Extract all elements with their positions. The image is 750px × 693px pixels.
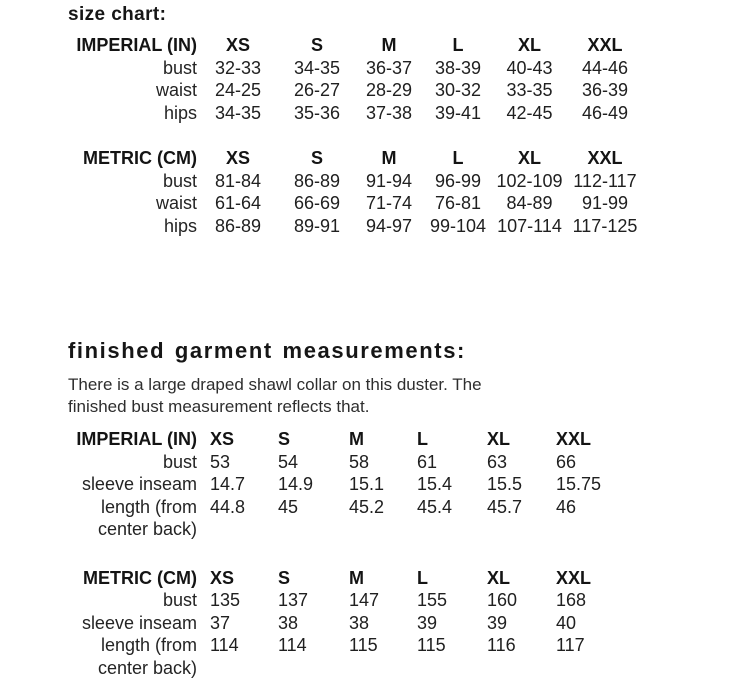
size-header-m: M <box>349 429 364 449</box>
measurement-cell: 112-117 <box>573 170 637 191</box>
table-header-row <box>68 147 750 170</box>
measurement-cell: 61 <box>417 451 438 472</box>
unit-label: IMPERIAL (IN) <box>76 35 197 55</box>
measurement-cell: 114 <box>278 635 307 655</box>
table-header-row <box>68 34 750 57</box>
measurement-cell: 76-81 <box>434 193 482 213</box>
table-row-hips <box>68 215 750 238</box>
finished-measurements-note: There is a large draped shawl collar on this duster. The finished bust measurement reflects that. <box>68 375 482 416</box>
measurement-cell: 39-41 <box>434 102 482 123</box>
measurement-cell: 38 <box>349 612 370 633</box>
finished-metric-table <box>68 567 750 680</box>
table-row-waist <box>68 192 750 215</box>
table-row-length-center-back <box>68 496 750 541</box>
size-header-xxl: XXL <box>556 567 592 588</box>
measurement-cell: 117 <box>556 635 585 655</box>
size-header-xxl: XXL <box>587 148 623 168</box>
measurement-cell: 81-84 <box>214 170 262 191</box>
measurement-cell: 30-32 <box>434 80 482 100</box>
row-label: waist <box>155 80 197 100</box>
size-header-l: L <box>417 429 428 449</box>
size-header-xxl: XXL <box>556 429 592 449</box>
measurement-cell: 45.4 <box>417 496 453 517</box>
measurement-cell: 115 <box>417 635 446 655</box>
measurement-cell: 26-27 <box>293 80 341 100</box>
measurement-cell: 137 <box>278 590 309 610</box>
size-header-l: L <box>452 35 464 55</box>
size-header-xxl: XXL <box>587 35 623 55</box>
measurement-cell: 28-29 <box>365 80 413 100</box>
measurement-cell: 107-114 <box>497 215 562 236</box>
measurement-cell: 39 <box>417 612 438 633</box>
row-label: sleeve inseam <box>81 474 197 494</box>
row-label: bust <box>162 57 197 78</box>
measurement-cell: 147 <box>349 590 380 610</box>
row-label: length (from center back) <box>97 496 197 539</box>
measurement-cell: 46 <box>556 496 577 517</box>
measurement-cell: 71-74 <box>365 193 413 213</box>
measurement-cell: 15.1 <box>349 474 385 494</box>
size-header-s: S <box>278 567 291 588</box>
measurement-cell: 44-46 <box>581 57 629 78</box>
measurement-cell: 35-36 <box>293 102 341 123</box>
measurement-cell: 135 <box>210 590 241 610</box>
unit-label: METRIC (CM) <box>83 148 197 168</box>
measurement-cell: 14.7 <box>210 474 246 494</box>
unit-label: IMPERIAL (IN) <box>76 429 197 449</box>
measurement-cell: 38-39 <box>434 57 482 78</box>
row-label: waist <box>155 193 197 213</box>
measurement-cell: 37-38 <box>365 102 413 123</box>
measurement-cell: 96-99 <box>434 170 482 191</box>
size-header-l: L <box>452 148 464 168</box>
measurement-cell: 155 <box>417 590 448 610</box>
measurement-cell: 63 <box>487 451 508 472</box>
measurement-cell: 117-125 <box>572 215 638 236</box>
table-row-waist <box>68 79 750 102</box>
measurement-cell: 45 <box>278 496 299 517</box>
measurement-cell: 39 <box>487 612 508 633</box>
size-header-xl: XL <box>487 429 511 449</box>
measurement-cell: 36-37 <box>365 57 413 78</box>
size-header-m: M <box>381 35 397 55</box>
measurement-cell: 38 <box>278 612 299 633</box>
table-row-sleeve-inseam <box>68 612 750 635</box>
size-chart-imperial-table <box>68 34 750 124</box>
measurement-cell: 116 <box>487 635 516 655</box>
measurement-cell: 34-35 <box>293 57 341 78</box>
measurement-cell: 37 <box>210 612 231 633</box>
table-row-length-center-back <box>68 634 750 679</box>
measurement-cell: 46-49 <box>581 102 629 123</box>
size-chart-metric-table <box>68 147 750 237</box>
measurement-cell: 168 <box>556 590 587 610</box>
measurement-cell: 86-89 <box>293 170 341 191</box>
measurement-cell: 15.4 <box>417 474 453 494</box>
measurement-cell: 102-109 <box>496 170 563 191</box>
measurement-cell: 45.2 <box>349 496 385 517</box>
measurement-cell: 66-69 <box>293 193 341 213</box>
row-label: bust <box>162 590 197 610</box>
row-label: bust <box>162 451 197 472</box>
size-header-xs: XS <box>210 567 235 588</box>
size-header-xs: XS <box>210 429 235 449</box>
measurement-cell: 66 <box>556 451 577 472</box>
measurement-cell: 34-35 <box>214 102 262 123</box>
table-row-sleeve-inseam <box>68 473 750 496</box>
size-header-xs: XS <box>225 148 250 168</box>
measurement-cell: 40 <box>556 612 577 633</box>
row-label: sleeve inseam <box>81 612 197 633</box>
table-header-row <box>68 567 750 590</box>
size-header-m: M <box>349 567 364 588</box>
measurement-cell: 94-97 <box>365 215 413 236</box>
unit-label: METRIC (CM) <box>83 567 197 588</box>
measurement-cell: 15.5 <box>487 474 523 494</box>
table-row-bust <box>68 589 750 612</box>
size-header-s: S <box>278 429 291 449</box>
measurement-cell: 40-43 <box>506 57 553 78</box>
measurement-cell: 14.9 <box>278 474 314 494</box>
measurement-cell: 53 <box>210 451 231 472</box>
measurement-cell: 15.75 <box>556 474 602 494</box>
measurement-cell: 58 <box>349 451 370 472</box>
table-row-bust <box>68 170 750 193</box>
row-label: hips <box>163 102 197 123</box>
size-header-s: S <box>310 35 323 55</box>
row-label: hips <box>163 215 197 236</box>
size-header-xl: XL <box>517 148 541 168</box>
finished-imperial-table <box>68 428 750 541</box>
table-header-row <box>68 428 750 451</box>
finished-measurements-heading: finished garment measurements: <box>68 338 466 363</box>
measurement-cell: 160 <box>487 590 518 610</box>
measurement-cell: 91-94 <box>365 170 413 191</box>
measurement-cell: 89-91 <box>293 215 341 236</box>
size-header-xs: XS <box>225 35 250 55</box>
size-header-xl: XL <box>487 567 511 588</box>
measurement-cell: 45.7 <box>487 496 523 517</box>
measurement-cell: 24-25 <box>214 80 262 100</box>
measurement-cell: 115 <box>349 635 378 655</box>
size-header-l: L <box>417 567 428 588</box>
measurement-cell: 44.8 <box>210 496 246 517</box>
measurement-cell: 99-104 <box>429 215 487 236</box>
measurement-cell: 42-45 <box>506 102 553 123</box>
measurement-cell: 86-89 <box>214 215 262 236</box>
measurement-cell: 32-33 <box>214 57 262 78</box>
row-label: length (from center back) <box>97 635 197 678</box>
size-header-m: M <box>381 148 397 168</box>
measurement-cell: 84-89 <box>506 193 553 213</box>
row-label: bust <box>162 170 197 191</box>
measurement-cell: 61-64 <box>214 193 262 213</box>
size-header-xl: XL <box>517 35 541 55</box>
size-header-s: S <box>310 148 323 168</box>
table-row-bust <box>68 451 750 474</box>
page-title: size chart: <box>68 4 167 25</box>
measurement-cell: 54 <box>278 451 299 472</box>
measurement-cell: 36-39 <box>581 80 629 100</box>
measurement-cell: 33-35 <box>506 80 553 100</box>
table-row-hips <box>68 102 750 125</box>
measurement-cell: 91-99 <box>581 193 629 213</box>
measurement-cell: 114 <box>210 635 239 655</box>
table-row-bust <box>68 57 750 80</box>
